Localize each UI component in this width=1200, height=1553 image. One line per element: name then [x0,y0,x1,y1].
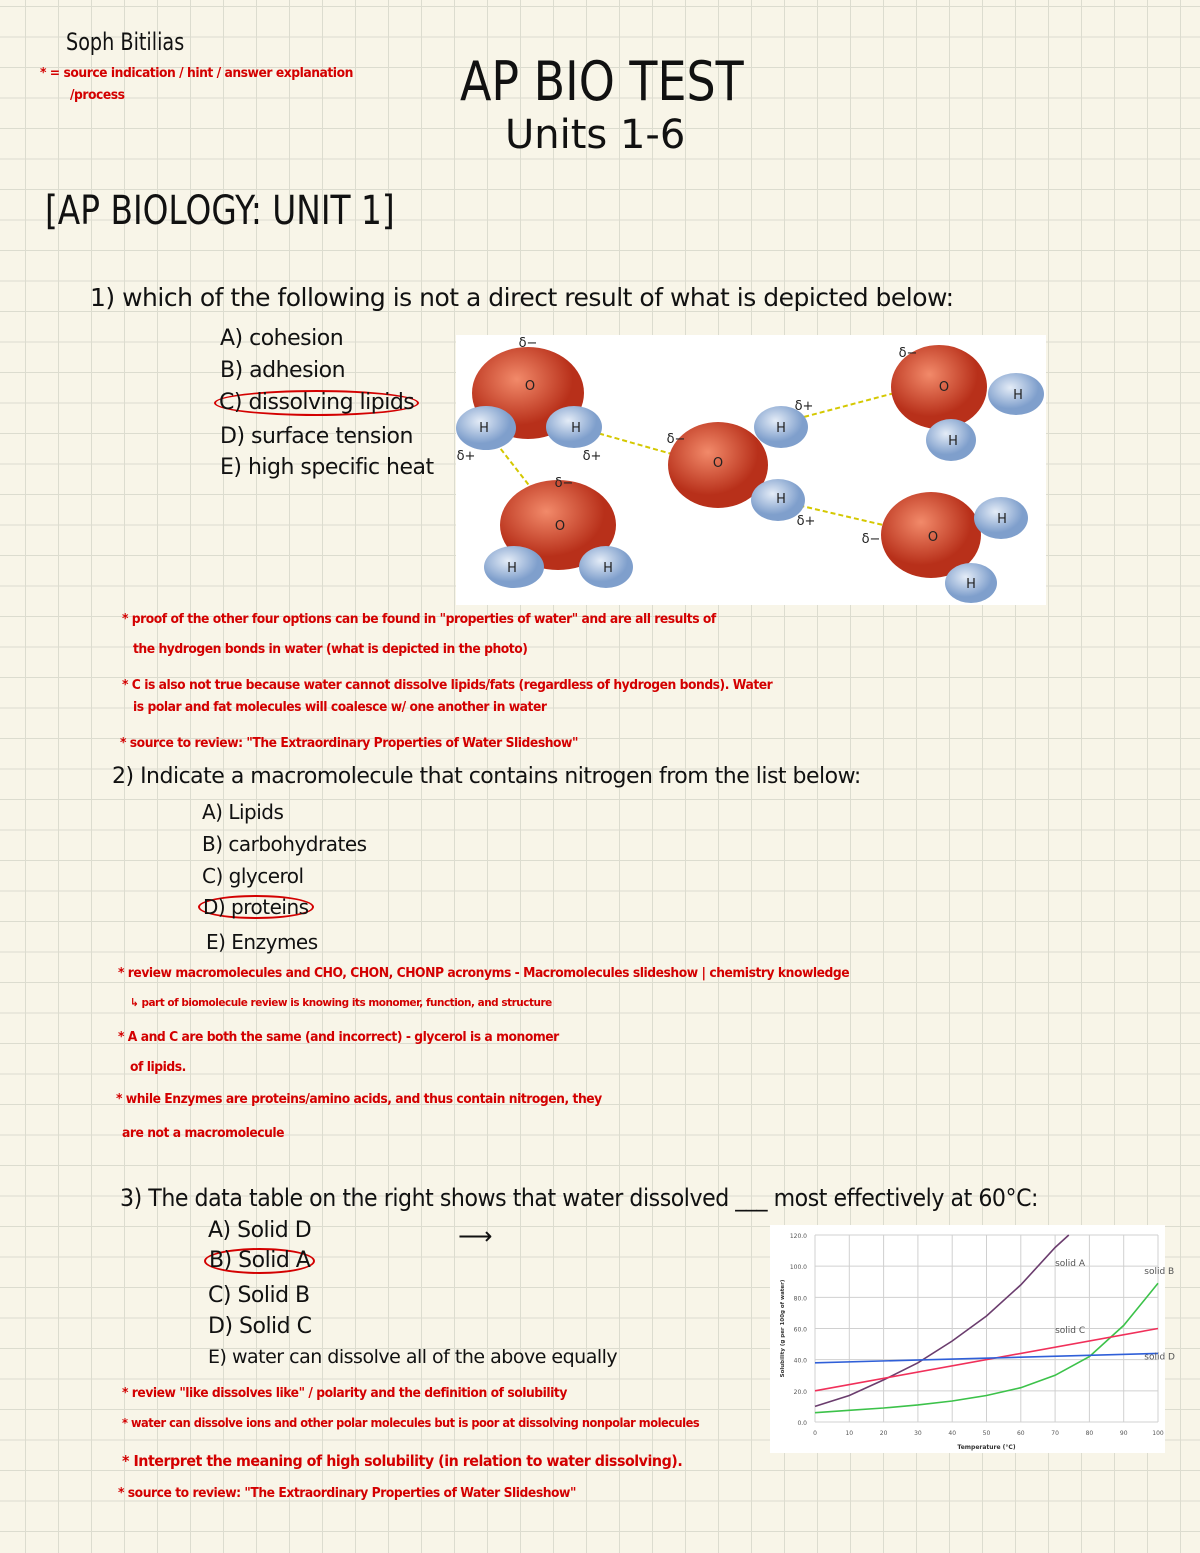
x-axis-title: Temperature (°C) [957,1444,1016,1451]
charge-label: δ− [898,346,918,361]
unit-heading: [AP BIOLOGY: UNIT 1] [45,188,395,234]
q2-option-d-selected [198,895,314,919]
q1-option-c-selected [214,390,419,416]
q1-note: * C is also not true because water cannot dissolve lipids/fats (regardless of hydrogen bonds). Water [122,678,773,693]
q3-note: * water can dissolve ions and other polar molecules but is poor at dissolving nonpolar molecules [122,1416,700,1430]
atom-label: O [524,379,536,394]
q2-option-c: C) glycerol [202,864,304,888]
q3-note: * review "like dissolves like" / polarity and the definition of solubility [122,1386,567,1401]
q3-option-c: C) Solid B [208,1283,310,1308]
atom-label: H [507,561,517,576]
atom-label: H [776,421,786,436]
charge-label: δ+ [456,449,476,464]
series-label: solid A [1055,1259,1086,1270]
atom-label: H [479,421,489,436]
answer-circle: C) dissolving lipids [214,390,419,416]
q1-note: is polar and fat molecules will coalesce w/ one another in water [133,700,547,715]
x-tick-label: 30 [914,1430,922,1437]
water-molecules-svg [456,335,1046,605]
x-tick-label: 40 [948,1430,957,1437]
q1-source-note: * source to review: "The Extraordinary Properties of Water Slideshow" [120,736,578,751]
q3-note: * Interpret the meaning of high solubility (in relation to water dissolving). [122,1452,683,1470]
charge-label: δ+ [794,399,814,414]
q2-option-e: E) Enzymes [206,930,318,954]
q2-note: * while Enzymes are proteins/amino acids, and thus contain nitrogen, they [116,1092,602,1107]
y-tick-label: 120.0 [789,1233,807,1240]
atom-label: O [712,456,724,471]
atom-label: H [776,492,786,507]
atom-label: H [997,512,1007,527]
x-tick-label: 80 [1085,1430,1094,1437]
charge-label: δ− [666,432,686,447]
q3-option-e: E) water can dissolve all of the above equally [208,1346,618,1368]
series-label: solid C [1055,1326,1086,1337]
molecule [891,345,1044,461]
legend-note: * = source indication / hint / answer explanation [40,66,353,81]
answer-circle: B) Solid A [204,1248,315,1274]
q1-option-d: D) surface tension [220,424,413,449]
solubility-chart [770,1225,1175,1453]
x-tick-label: 0 [813,1430,817,1437]
page-title: AP BIO TEST [460,50,744,113]
question-2: 2) Indicate a macromolecule that contains nitrogen from the list below: [112,764,861,789]
author-name: Soph Bitilias [66,28,185,56]
x-tick-label: 100 [1152,1430,1164,1437]
charge-label: δ− [554,476,574,491]
q2-note: are not a macromolecule [122,1126,285,1141]
arrow-right-icon: ⟶ [458,1222,493,1250]
page-subtitle: Units 1-6 [505,112,686,158]
y-tick-label: 60.0 [793,1326,807,1334]
q3-option-a: A) Solid D [208,1218,312,1243]
q1-option-e: E) high specific heat [220,455,434,480]
y-tick-label: 80.0 [793,1295,807,1303]
series-label: solid D [1144,1352,1175,1363]
question-3: 3) The data table on the right shows that water dissolved ___ most effectively at 60°C: [120,1184,1039,1212]
x-tick-label: 20 [879,1430,888,1437]
y-axis-title: Solubility (g per 100g of water) [780,1279,786,1378]
q3-source-note: * source to review: "The Extraordinary Properties of Water Slideshow" [118,1486,576,1501]
q2-option-b: B) carbohydrates [202,832,367,856]
q3-option-d: D) Solid C [208,1314,312,1339]
series-line-solid-a [815,1235,1069,1406]
solubility-chart-svg [770,1225,1175,1453]
water-hydrogen-bond-diagram [456,335,1046,605]
legend-note-cont: /process [70,88,125,103]
atom-label: H [948,434,958,449]
q2-note: of lipids. [130,1060,186,1075]
y-tick-label: 0.0 [797,1420,807,1427]
q1-option-a: A) cohesion [220,326,344,351]
atom-label: O [927,530,939,545]
x-tick-label: 10 [845,1430,854,1437]
x-tick-label: 60 [1016,1430,1025,1437]
y-tick-label: 40.0 [793,1357,807,1365]
q2-note: * review macromolecules and CHO, CHON, CHONP acronyms - Macromolecules slideshow | chemistry knowledge [118,966,850,981]
atom-label: H [966,577,976,592]
q2-note: ↳ part of biomolecule review is knowing its monomer, function, and structure [130,996,552,1009]
atom-label: H [603,561,613,576]
q2-option-a: A) Lipids [202,800,284,824]
q1-option-b: B) adhesion [220,358,346,383]
charge-label: δ− [518,336,538,351]
series-label: solid B [1144,1266,1175,1277]
molecule [881,492,1028,603]
atom-label: O [554,519,566,534]
atom-label: O [938,380,950,395]
charge-label: δ+ [582,449,602,464]
atom-label: H [1013,388,1023,403]
question-1: 1) which of the following is not a direct result of what is depicted below: [90,283,954,312]
x-tick-label: 70 [1051,1430,1059,1437]
q1-note: * proof of the other four options can be found in "properties of water" and are all results of [122,612,716,627]
x-tick-label: 90 [1119,1430,1128,1437]
atom-label: H [571,421,581,436]
charge-label: δ+ [796,514,816,529]
y-tick-label: 100.0 [789,1264,807,1272]
x-tick-label: 50 [982,1430,991,1437]
q2-note: * A and C are both the same (and incorrect) - glycerol is a monomer [118,1030,559,1045]
y-tick-label: 20.0 [793,1388,807,1396]
charge-label: δ− [861,532,881,547]
q3-option-b-selected [204,1248,315,1274]
molecule [668,406,808,521]
answer-circle: D) proteins [198,895,314,919]
q1-note: the hydrogen bonds in water (what is depicted in the photo) [133,642,528,657]
